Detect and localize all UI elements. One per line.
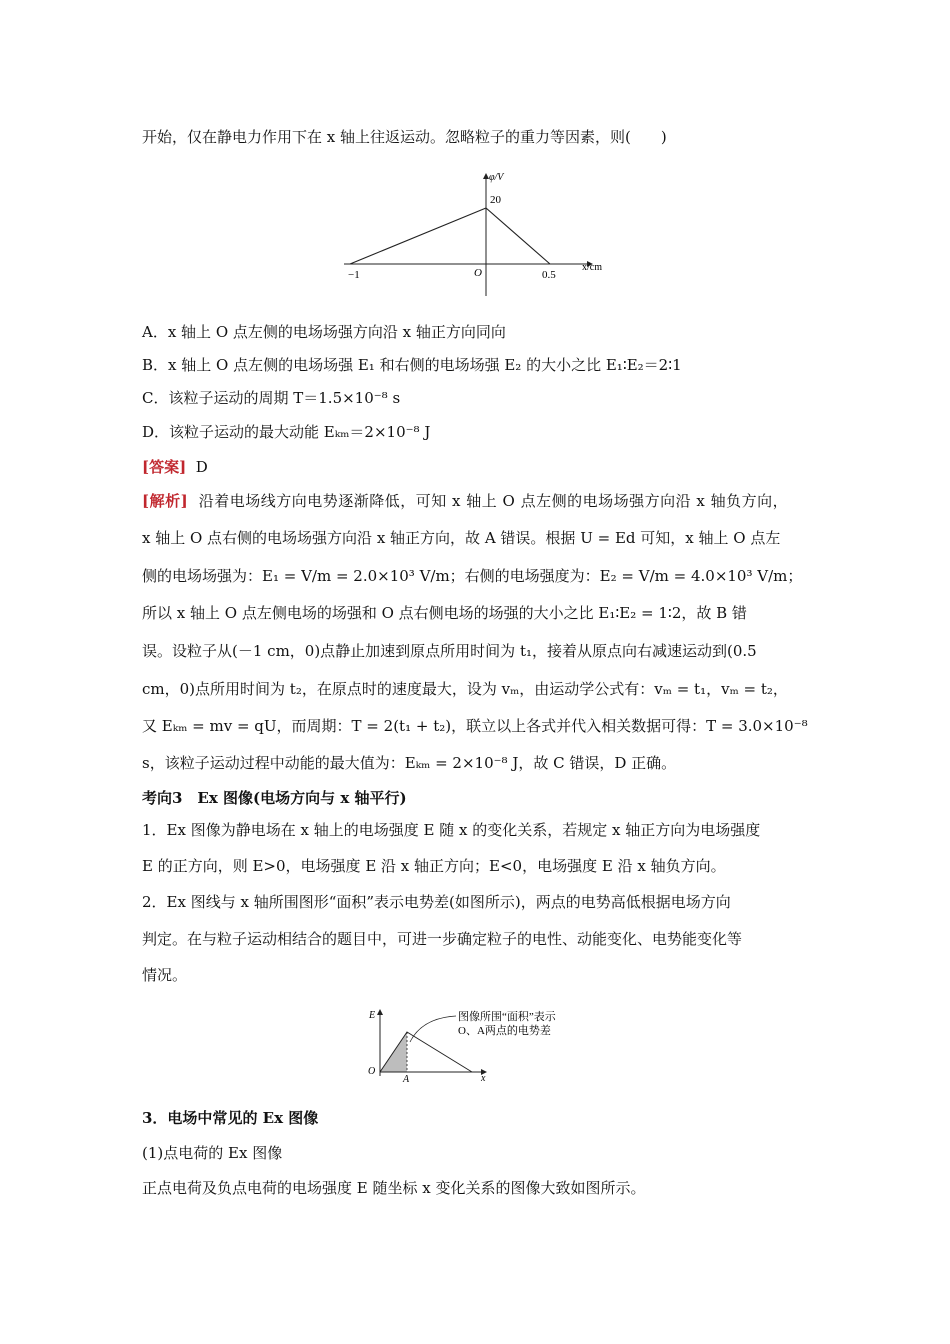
question-stem-end: 开始，仅在静电力作用下在 x 轴上往返运动。忽略粒子的重力等因素，则( )	[142, 128, 667, 146]
point-2-line-3: 情况。	[142, 966, 188, 984]
answer-tag: [答案]	[142, 458, 187, 476]
section-3-subheading: (1)点电荷的 Ex 图像	[142, 1144, 283, 1162]
point-a-label: A	[403, 1074, 410, 1082]
analysis-line-4: 所以 x 轴上 O 点左侧电场的场强和 O 点右侧电场的场强的大小之比 E₁∶E₂ = 1∶2，故 B 错	[142, 604, 747, 622]
x-tick-0-5: 0.5	[542, 269, 556, 281]
origin-label: O	[368, 1066, 376, 1077]
option-c: C．该粒子运动的周期 T＝1.5×10⁻⁸ s	[142, 389, 401, 407]
y-tick-20: 20	[490, 194, 501, 206]
analysis-line-7: 又 Eₖₘ = mv = qU，而周期：T = 2(t₁ + t₂)，联立以上各式并代入相关数据可得：T = 3.0×10⁻⁸	[142, 717, 808, 735]
analysis-line-8: s，该粒子运动过程中动能的最大值为：Eₖₘ = 2×10⁻⁸ J，故 C 错误，D 正确。	[142, 754, 677, 772]
y-axis-label: φ/V	[489, 172, 504, 183]
point-2-line-2: 判定。在与粒子运动相结合的题目中，可进一步确定粒子的电性、动能变化、电势能变化等	[142, 930, 743, 948]
point-1-line-1: 1．Ex 图像为静电场在 x 轴上的电场强度 E 随 x 的变化关系，若规定 x 轴正方向为电场强度	[142, 821, 761, 839]
answer-line	[142, 457, 208, 477]
analysis-line-3: 侧的电场场强为：E₁ = V/m = 2.0×10³ V/m；右侧的电场强度为：E₂ = V/m = 4.0×10³ V/m；	[142, 567, 803, 585]
section-3-text: 正点电荷及负点电荷的电场强度 E 随坐标 x 变化关系的图像大致如图所示。	[142, 1179, 646, 1197]
potential-curve	[350, 208, 550, 264]
x-tick-minus-1: −1	[348, 269, 360, 281]
point-1-line-2: E 的正方向，则 E>0，电场强度 E 沿 x 轴正方向；E<0，电场强度 E 沿 x 轴负方向。	[142, 857, 726, 875]
option-b: B．x 轴上 O 点左侧的电场场强 E₁ 和右侧的电场场强 E₂ 的大小之比 E₁∶E₂＝2∶1	[142, 356, 682, 374]
x-axis-label: x/cm	[582, 262, 602, 273]
origin-label: O	[474, 267, 482, 279]
x-axis-label: x	[481, 1073, 486, 1082]
y-axis-label: E	[369, 1010, 376, 1021]
note-line-1: 图像所围“面积”表示	[458, 1011, 556, 1023]
analysis-line-2: x 轴上 O 点右侧的电场场强方向沿 x 轴正方向，故 A 错误。根据 U = Ed 可知，x 轴上 O 点左	[142, 529, 781, 547]
analysis-line-6: cm，0)点所用时间为 t₂，在原点时的速度最大，设为 vₘ，由运动学公式有：vₘ = t₁，vₘ = t₂，	[142, 680, 788, 698]
section-heading: 考向3 Ex 图像(电场方向与 x 轴平行)	[142, 789, 407, 807]
e-x-area-graph	[360, 1006, 600, 1082]
option-a: A．x 轴上 O 点左侧的电场场强方向沿 x 轴正方向同向	[142, 323, 506, 341]
analysis-line-1: [解析] 沿着电场线方向电势逐渐降低，可知 x 轴上 O 点左侧的电场场强方向沿 x 轴负方向，	[142, 492, 789, 510]
analysis-tag: [解析]	[142, 492, 189, 510]
note-line-2: O、A两点的电势差	[458, 1025, 551, 1037]
point-2-line-1: 2．Ex 图线与 x 轴所围图形“面积”表示电势差(如图所示)，两点的电势高低根据电场方向	[142, 893, 731, 911]
analysis-line-5: 误。设粒子从(－1 cm，0)点静止加速到原点所用时间为 t₁，接着从原点向右减速运动到(0.5	[142, 642, 757, 660]
potential-x-graph	[336, 168, 616, 300]
answer-value: D	[195, 458, 208, 476]
section-3-heading: 3．电场中常见的 Ex 图像	[142, 1109, 319, 1127]
option-d: D．该粒子运动的最大动能 Eₖₘ＝2×10⁻⁸ J	[142, 423, 431, 441]
